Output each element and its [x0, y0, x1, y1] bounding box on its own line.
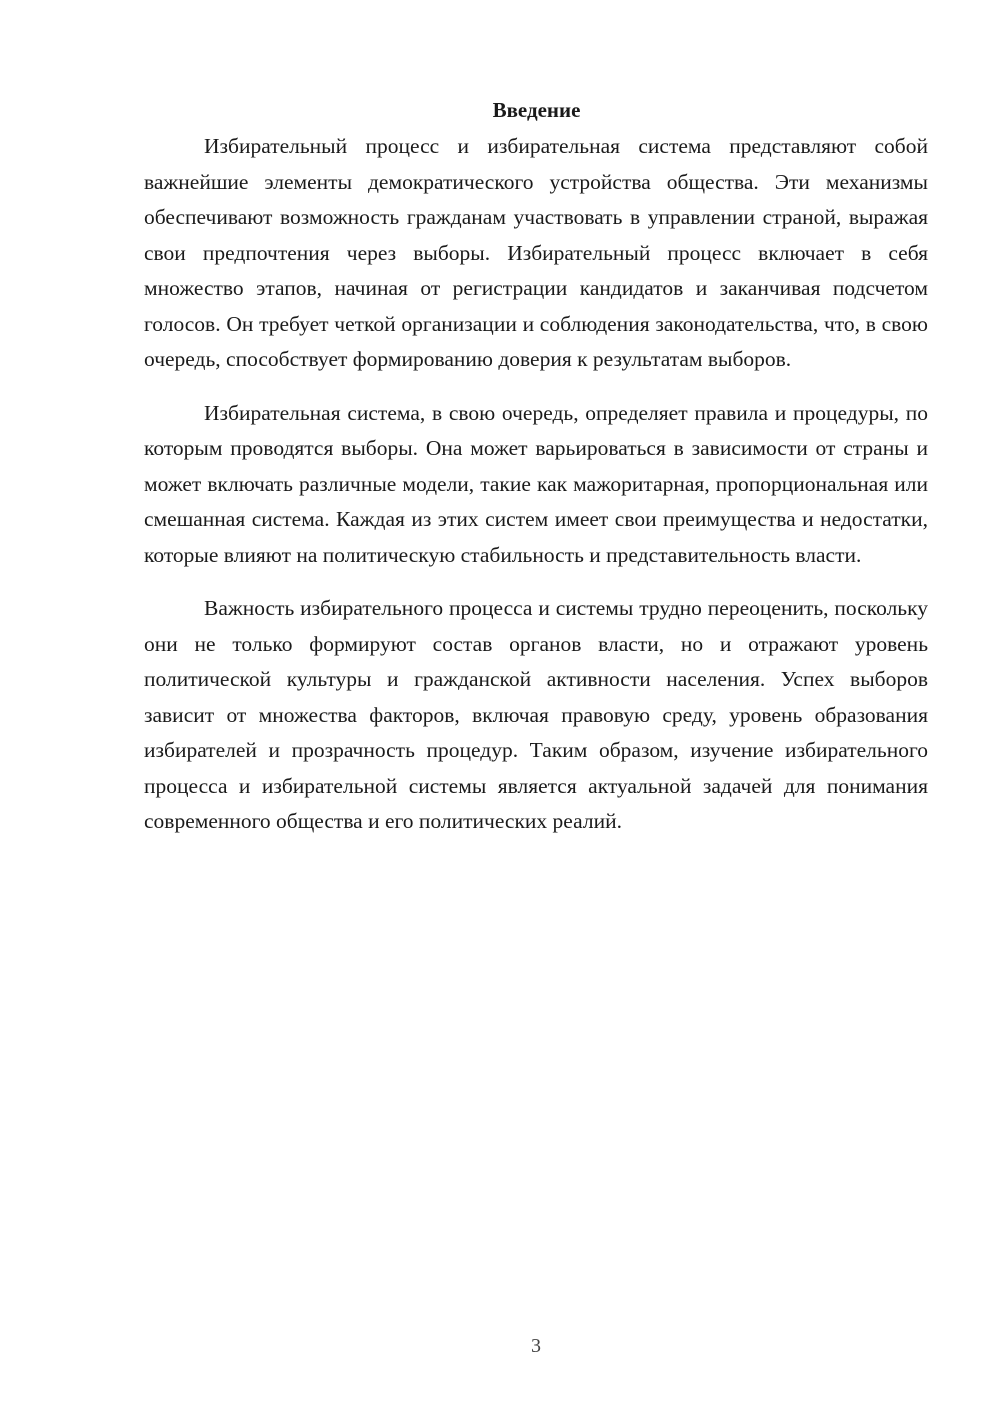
paragraph-3: Важность избирательного процесса и системы трудно переоценить, поскольку они не только формируют состав органов власти, но и отражают уровень политической культуры и гражданской активности населения. Успех выборов зависит от множества факторов, включая правовую среду, уровень образования избирателей и прозрачность процедур. Таким образом, изучение избирательного процесса и избирательной системы является актуальной задачей для понимания современного общества и его политических реалий.	[144, 596, 928, 833]
section-title: Введение	[492, 98, 581, 122]
page-number: 3	[531, 1335, 541, 1357]
paragraph-1: Избирательный процесс и избирательная система представляют собой важнейшие элементы демократического устройства общества. Эти механизмы обеспечивают возможность гражданам участвовать в управлении страной, выражая свои предпочтения через выборы. Избирательный процесс включает в себя множество этапов, начиная от регистрации кандидатов и заканчивая подсчетом голосов. Он требует четкой организации и соблюдения законодательства, что, в свою очередь, способствует формированию доверия к результатам выборов.	[144, 134, 928, 371]
paragraph-2: Избирательная система, в свою очередь, определяет правила и процедуры, по которым проводятся выборы. Она может варьироваться в зависимости от страны и может включать различные модели, такие как мажоритарная, пропорциональная или смешанная система. Каждая из этих систем имеет свои преимущества и недостатки, которые влияют на политическую стабильность и представительность власти.	[144, 400, 928, 567]
page-content	[144, 95, 928, 858]
